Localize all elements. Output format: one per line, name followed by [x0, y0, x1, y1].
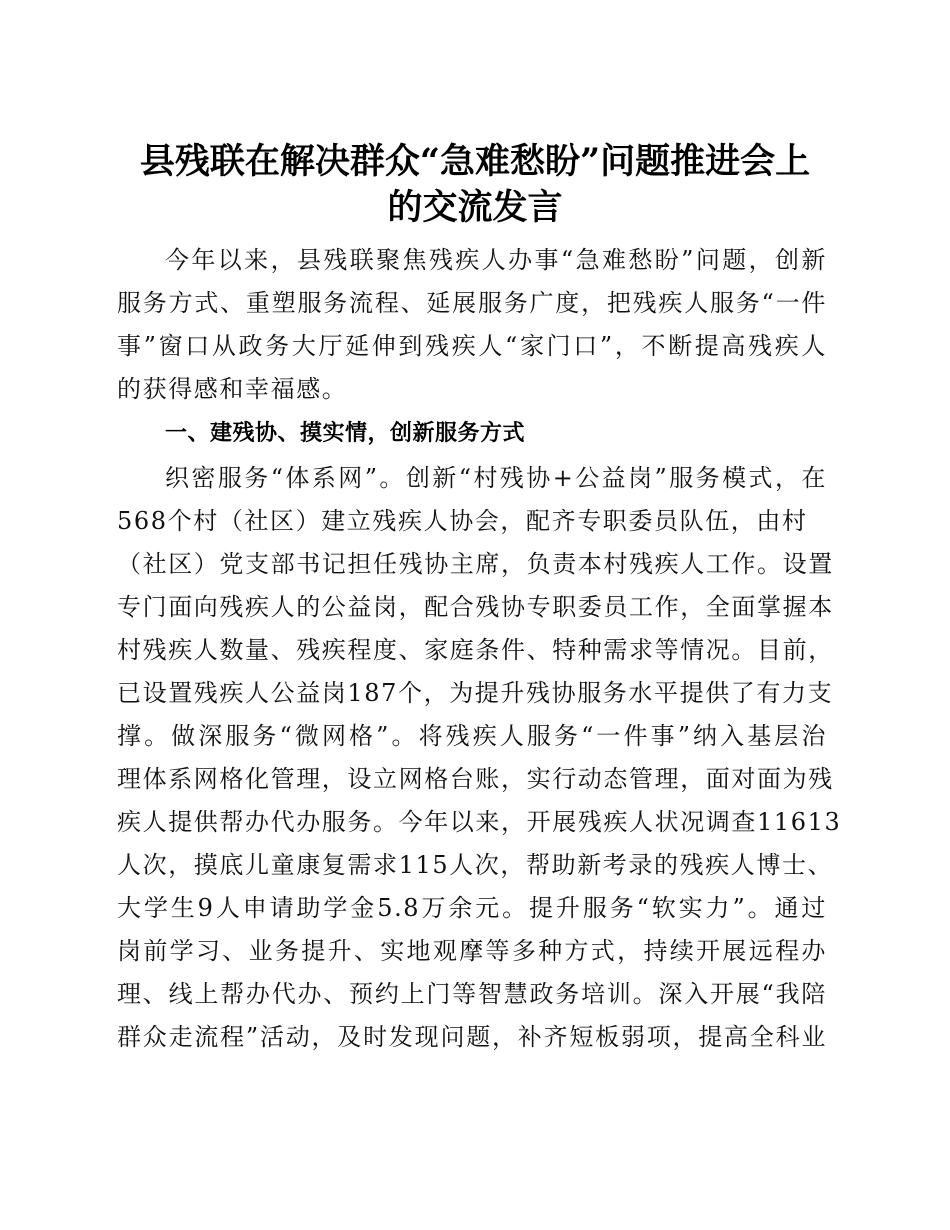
section1-line-14: 群众走流程”活动，及时发现问题，补齐短板弱项，提高全科业	[117, 1023, 827, 1051]
section1-line-12: 岗前学习、业务提升、实地观摩等多种方式，持续开展远程办	[117, 937, 827, 965]
document-title-line-2: 的交流发言	[387, 187, 563, 228]
intro-line-2: 服务方式、重塑服务流程、延展服务广度，把残疾人服务“一件	[117, 289, 827, 317]
section1-line-9: 疾人提供帮办代办服务。今年以来，开展残疾人状况调查11613	[117, 808, 842, 836]
section-heading-1: 一、建残协、摸实情，创新服务方式	[165, 421, 526, 446]
section1-line-4: 专门面向残疾人的公益岗，配合残协专职委员工作，全面掌握本	[117, 593, 834, 621]
section1-line-2: 568个村（社区）建立残疾人协会，配齐专职委员队伍，由村	[117, 507, 808, 535]
section1-line-11: 大学生9人申请助学金5.8万余元。提升服务“软实力”。通过	[117, 894, 827, 922]
section1-line-1: 织密服务“体系网”。创新“村残协+公益岗”服务模式，在	[165, 464, 827, 492]
section1-line-8: 理体系网格化管理，设立网格台账，实行动态管理，面对面为残	[117, 765, 834, 793]
section1-line-6: 已设置残疾人公益岗187个，为提升残协服务水平提供了有力支	[117, 679, 834, 707]
section1-line-3: （社区）党支部书记担任残协主席，负责本村残疾人工作。设置	[117, 550, 834, 578]
section1-line-10: 人次，摸底儿童康复需求115人次，帮助新考录的残疾人博士、	[117, 851, 834, 879]
section1-line-13: 理、线上帮办代办、预约上门等智慧政务培训。深入开展“我陪	[117, 980, 827, 1008]
intro-line-3: 事”窗口从政务大厅延伸到残疾人“家门口”，不断提高残疾人	[117, 332, 827, 360]
document-title-line-1: 县残联在解决群众“急难愁盼”问题推进会上	[139, 141, 811, 182]
intro-line-4: 的获得感和幸福感。	[117, 375, 348, 403]
section1-line-5: 村残疾人数量、残疾程度、家庭条件、特种需求等情况。目前，	[117, 636, 834, 664]
intro-line-1: 今年以来，县残联聚焦残疾人办事“急难愁盼”问题，创新	[165, 246, 827, 274]
section1-line-7: 撑。做深服务“微网格”。将残疾人服务“一件事”纳入基层治	[117, 722, 827, 750]
